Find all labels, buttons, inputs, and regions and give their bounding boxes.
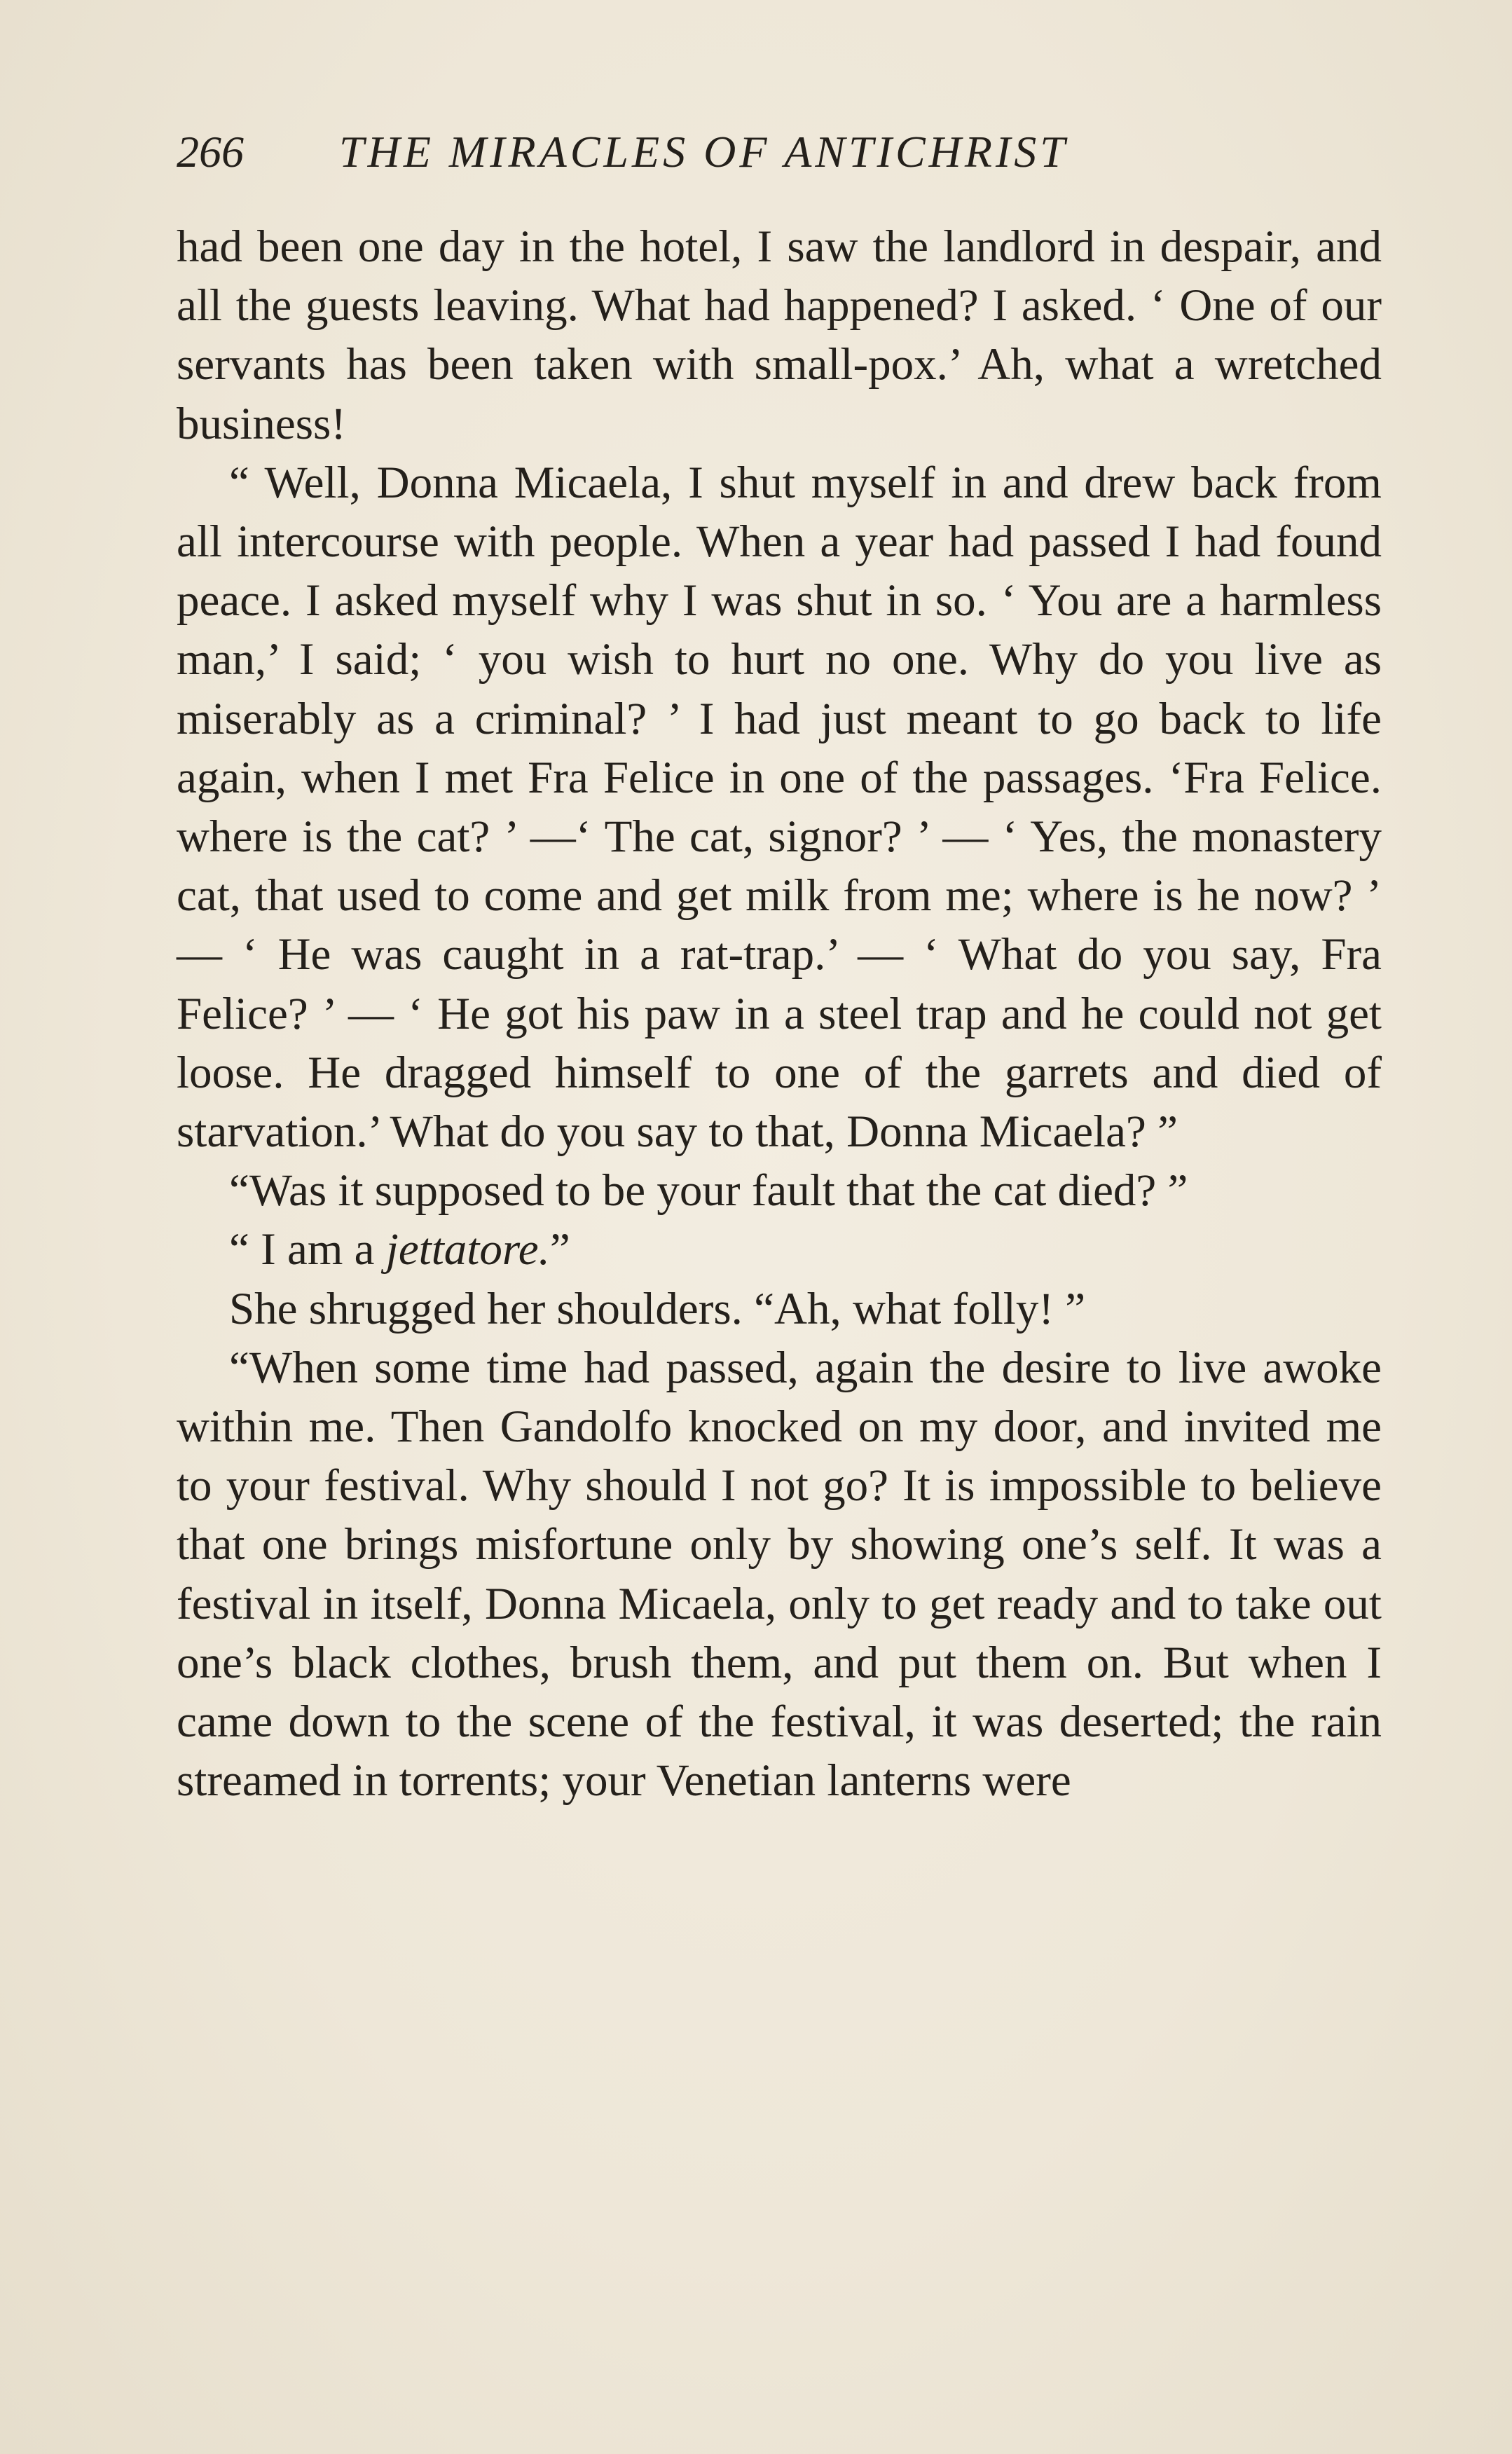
page-header bbox=[177, 121, 1193, 184]
paragraph-jettatore bbox=[177, 1220, 1382, 1279]
paragraph-shrugged: She shrugged her shoulders. “Ah, what folly! ” bbox=[229, 1283, 1086, 1334]
jettatore-suffix: ” bbox=[549, 1224, 570, 1275]
page-number: 266 bbox=[177, 127, 244, 177]
paragraph-continuation: had been one day in the hotel, I saw the landlord in despair, and all the guests leaving. What had happened? I asked. ‘ One of our servants has been taken with small-pox.’ Ah, what a wretched business! bbox=[177, 221, 1382, 449]
body-text bbox=[177, 217, 1382, 1810]
paragraph-cat-question: “Was it supposed to be your fault that the cat died? ” bbox=[229, 1165, 1188, 1216]
paragraph-fra-felice: “ Well, Donna Micaela, I shut myself in and drew back from all intercourse with people. When a year had passed I had found peace. I asked myself why I was shut in so. ‘ You are a harmless man,’ I said; ‘ you wish to hurt no one. Why do you live as miserably as a criminal? ’ I had just meant to go back to life again, when I met Fra Felice in one of the passages. ‘Fra Felice. where is the cat? ’ —‘ The cat, signor? ’ — ‘ Yes, the monastery cat, that used to come and get milk from me; where is he now? ’ — ‘ He was caught in a rat-trap.’ — ‘ What do you say, Fra Felice? ’ — ‘ He got his paw in a steel trap and he could not get loose. He dragged himself to one of the garrets and died of starvation.’ What do you say to that, Donna Micaela? ” bbox=[177, 457, 1382, 1158]
paragraph-festival: “When some time had passed, again the desire to live awoke within me. Then Gandolfo knocked on my door, and invited me to your festival. Why should I not go? It is impossible to believe that one brings misfortune only by showing one’s self. It was a festival in itself, Donna Micaela, only to get ready and to take out one’s black clothes, brush them, and put them on. But when I came down to the scene of the festival, it was deserted; the rain streamed in torrents; your Venetian lanterns were bbox=[177, 1342, 1382, 1807]
jettatore-prefix: “ I am a bbox=[229, 1224, 386, 1275]
running-title: THE MIRACLES OF ANTICHRIST bbox=[339, 127, 1068, 177]
jettatore-word: jettatore. bbox=[385, 1224, 550, 1275]
